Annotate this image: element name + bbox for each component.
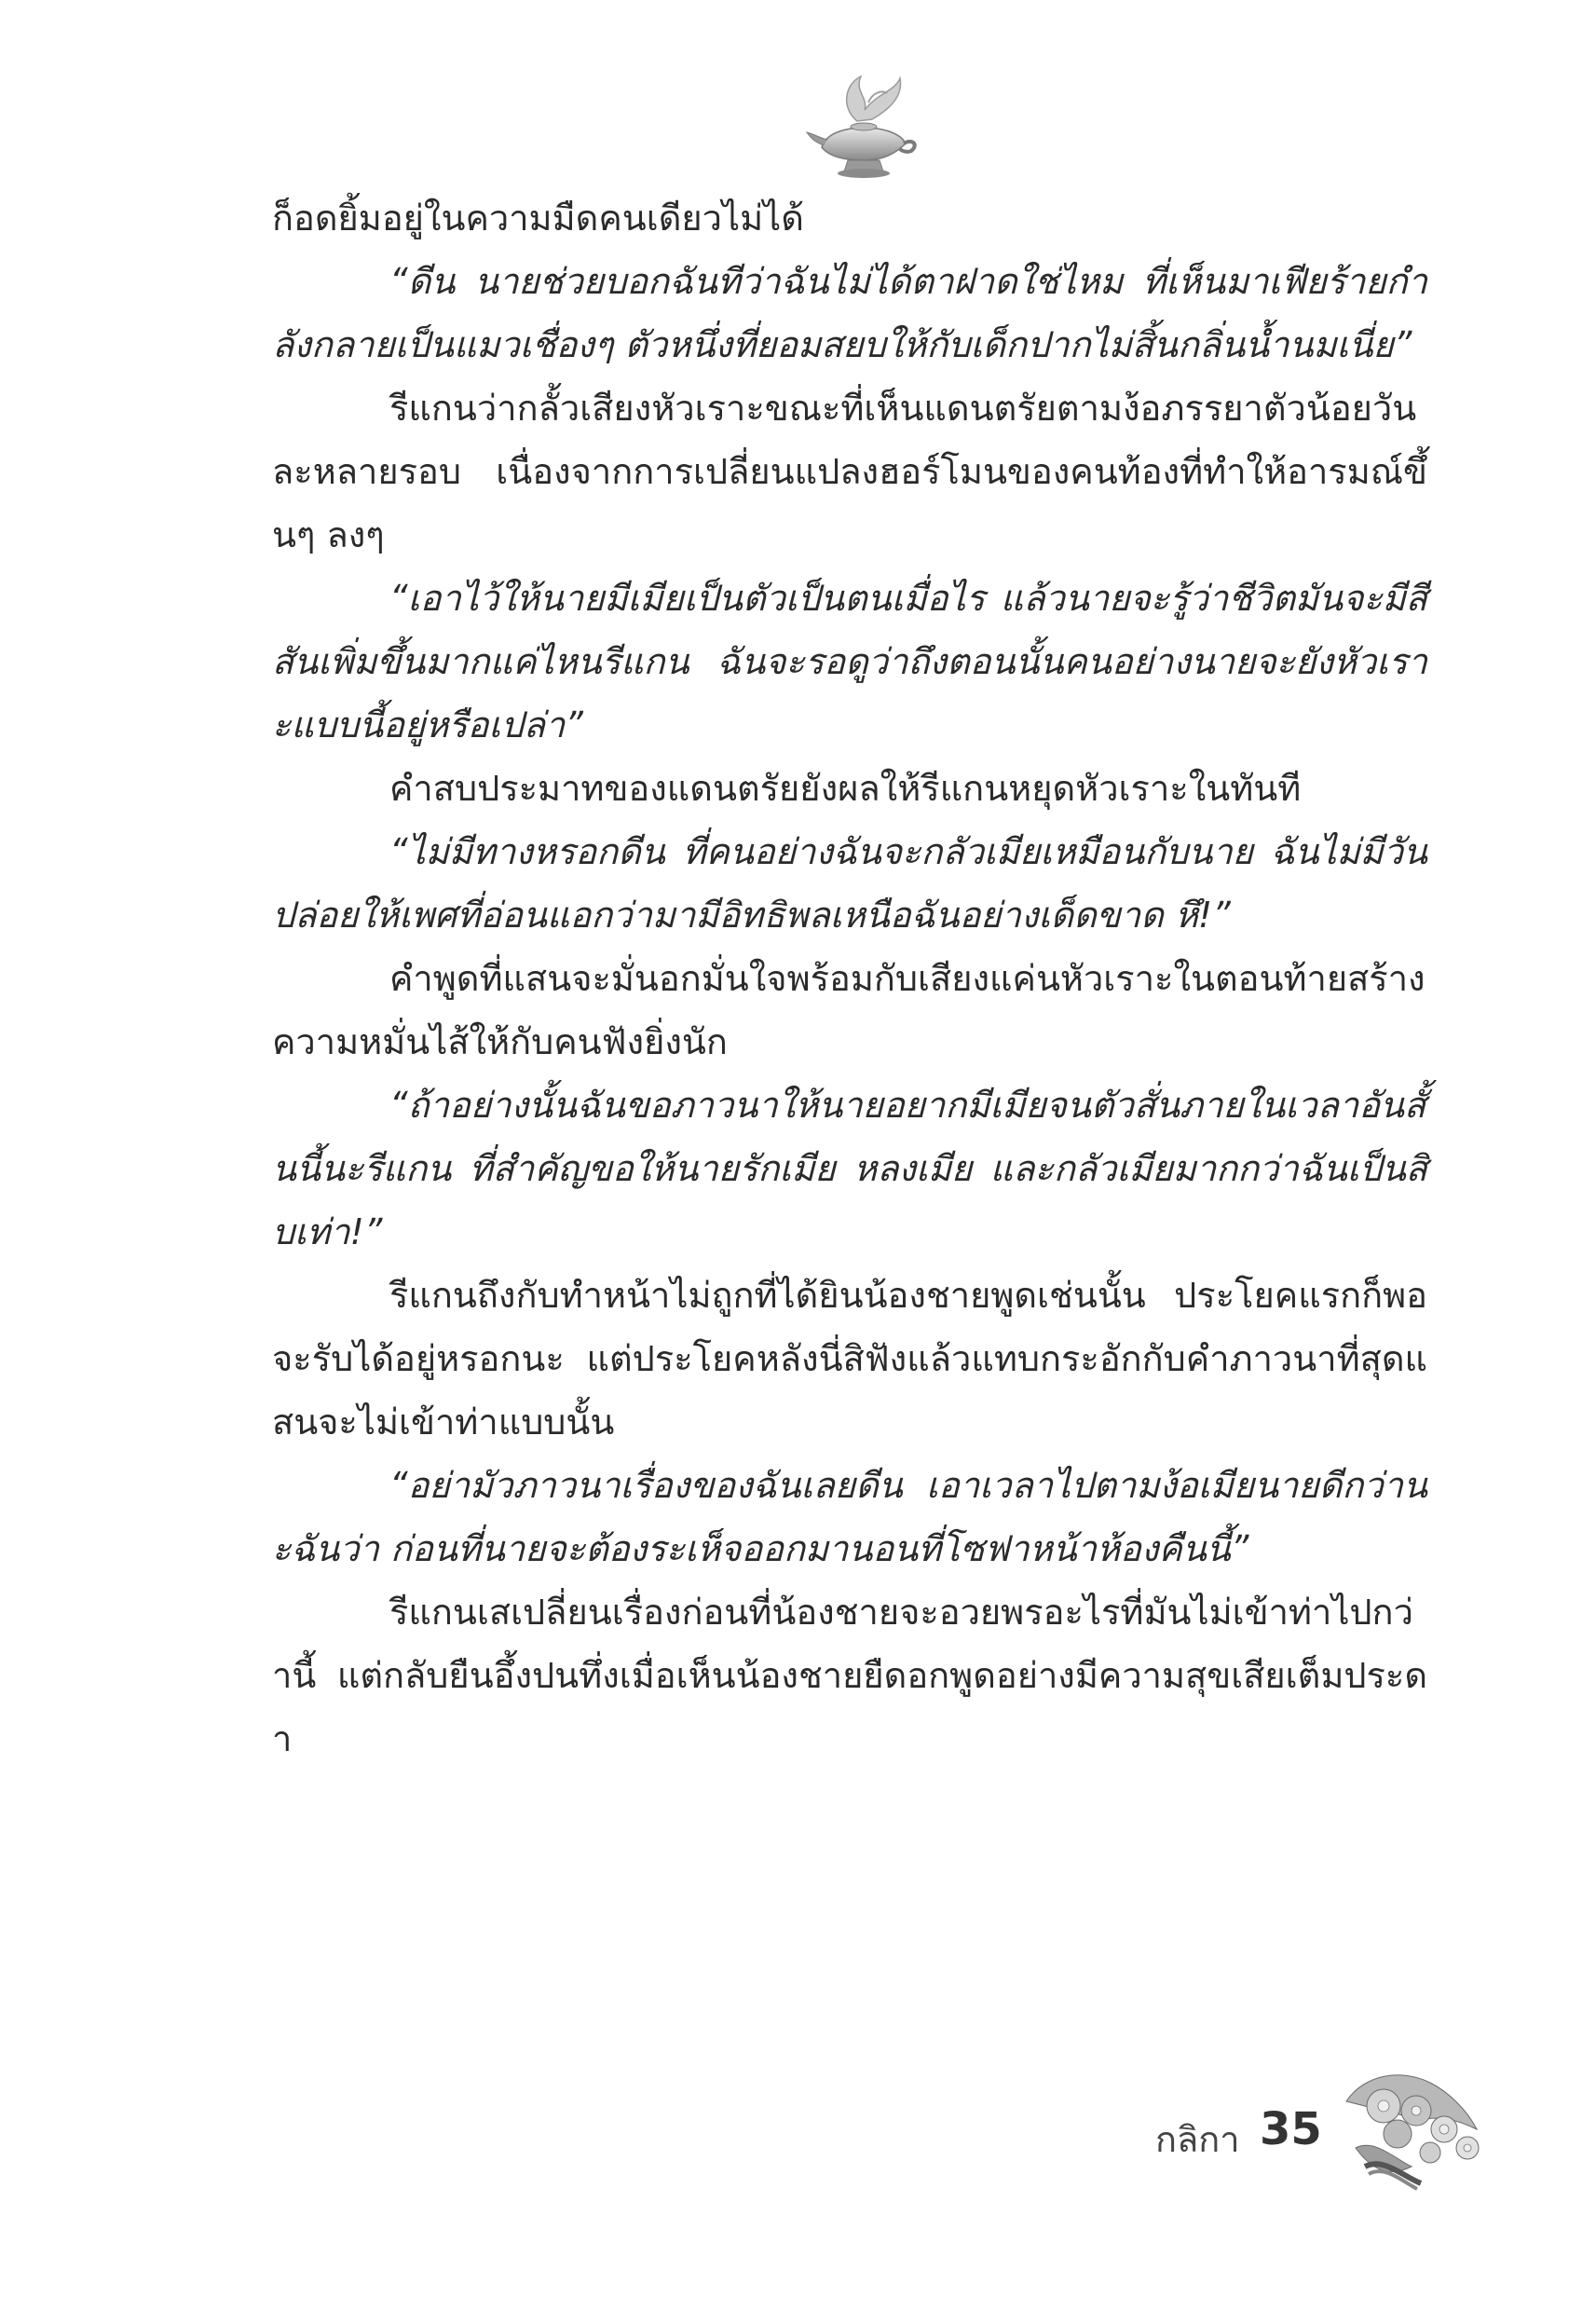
paragraph-5: คำสบประมาทของแดนตรัยยังผลให้รีแกนหยุดหัวเราะในทันที xyxy=(389,768,1302,809)
genie-lamp-icon xyxy=(803,65,924,186)
paragraph-3: รีแกนว่ากลั้วเสียงหัวเราะขณะที่เห็นแดนตรัยตามง้อภรรยาตัวน้อยวันละหลายรอบ เนื่องจากการเปลี่ยนแปลงฮอร์โมนของคนท้องที่ทำให้อารมณ์ขึ้นๆ ลงๆ xyxy=(272,388,1427,555)
paragraph-11: รีแกนเสเปลี่ยนเรื่องก่อนที่น้องชายจะอวยพรอะไรที่มันไม่เข้าท่าไปกว่านี้ แต่กลับยืนอึ้งปนทึ่งเมื่อเห็นน้องชายยืดอกพูดอย่างมีความสุขเสียเต็มประดา xyxy=(272,1592,1427,1759)
flower-bouquet-icon xyxy=(1328,2064,1495,2195)
paragraph-9: รีแกนถึงกับทำหน้าไม่ถูกที่ได้ยินน้องชายพูดเช่นนั้น ประโยคแรกก็พอจะรับได้อยู่หรอกนะ แต่ประโยคหลังนี่สิฟังแล้วแทบกระอักกับคำภาวนาที่สุดแสนจะไม่เข้าท่าแบบนั้น xyxy=(272,1275,1427,1443)
running-title: กลิกา xyxy=(1155,2119,1240,2160)
page-footer xyxy=(1155,2073,1528,2185)
page-number: 35 xyxy=(1260,2103,1322,2155)
paragraph-4: “เอาไว้ให้นายมีเมียเป็นตัวเป็นตนเมื่อไร แล้วนายจะรู้ว่าชีวิตมันจะมีสีสันเพิ่มขึ้นมากแค่ไหนรีแกน ฉันจะรอดูว่าถึงตอนนั้นคนอย่างนายจะยังหัวเราะแบบนี้อยู่หรือเปล่า” xyxy=(272,578,1427,745)
paragraph-6: “ไม่มีทางหรอกดีน ที่คนอย่างฉันจะกลัวเมียเหมือนกับนาย ฉันไม่มีวันปล่อยให้เพศที่อ่อนแอกว่ามามีอิทธิพลเหนือฉันอย่างเด็ดขาด หึ!” xyxy=(272,831,1427,936)
body-text xyxy=(272,186,1427,1771)
paragraph-8: “ถ้าอย่างนั้นฉันขอภาวนาให้นายอยากมีเมียจนตัวสั่นภายในเวลาอันสั้นนี้นะรีแกน ที่สำคัญขอให้นายรักเมีย หลงเมีย และกลัวเมียมากกว่าฉันเป็นสิบเท่า!” xyxy=(272,1085,1427,1252)
paragraph-1: ก็อดยิ้มอยู่ในความมืดคนเดียวไม่ได้ xyxy=(272,198,804,239)
paragraph-2: “ดีน นายช่วยบอกฉันทีว่าฉันไม่ได้ตาฝาดใช่ไหม ที่เห็นมาเฟียร้ายกำลังกลายเป็นแมวเชื่องๆ ตัวหนึ่งที่ยอมสยบให้กับเด็กปากไม่สิ้นกลิ่นน้ำนมเนี่ย” xyxy=(272,261,1427,365)
paragraph-7: คำพูดที่แสนจะมั่นอกมั่นใจพร้อมกับเสียงแค่นหัวเราะในตอนท้ายสร้างความหมั่นไส้ให้กับคนฟังยิ่งนัก xyxy=(272,958,1425,1062)
paragraph-10: “อย่ามัวภาวนาเรื่องของฉันเลยดีน เอาเวลาไปตามง้อเมียนายดีกว่านะฉันว่า ก่อนที่นายจะต้องระเห็จออกมานอนที่โซฟาหน้าห้องคืนนี้” xyxy=(272,1465,1427,1569)
